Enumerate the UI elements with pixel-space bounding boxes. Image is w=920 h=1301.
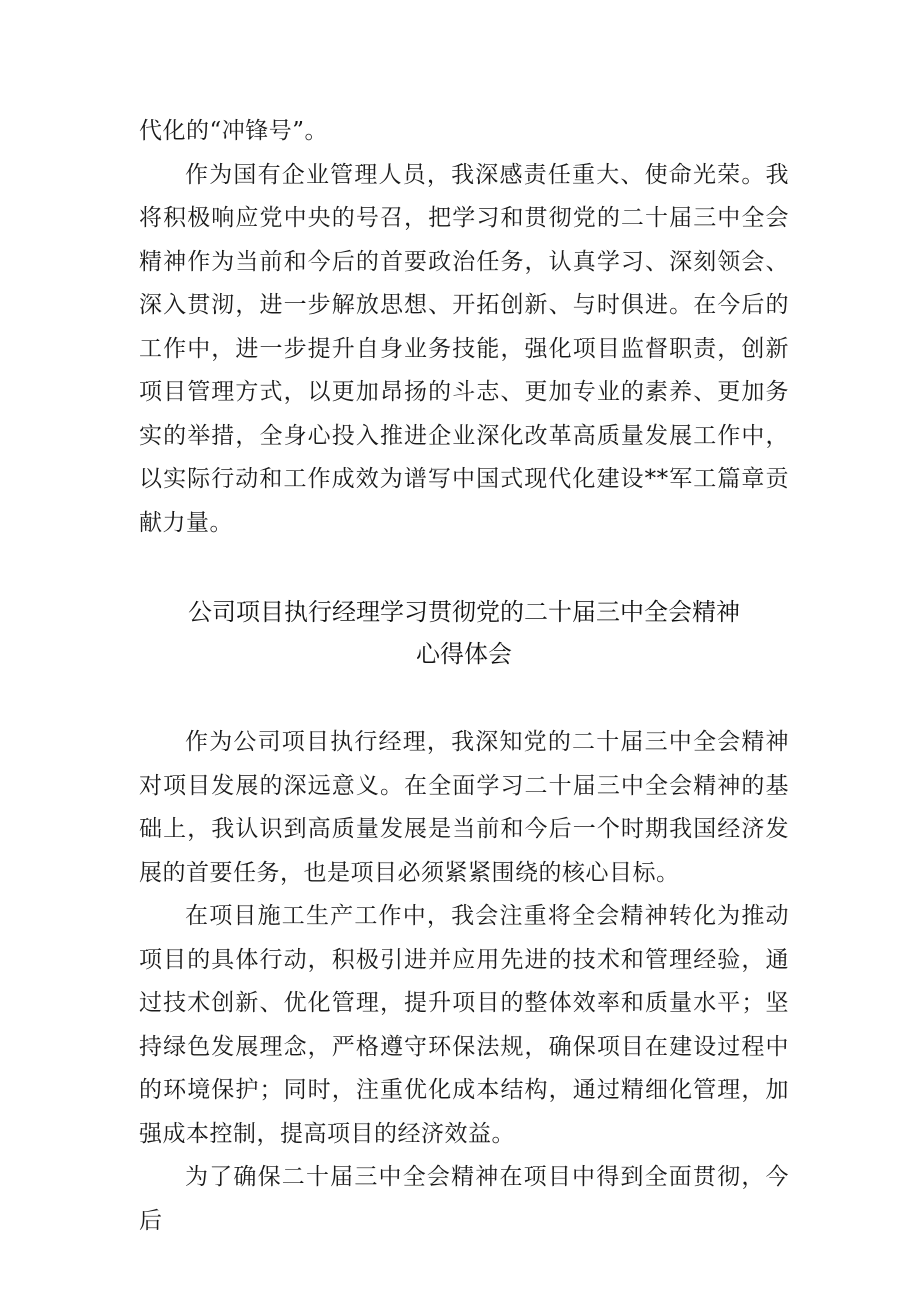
title-line-2: 心得体会 [416,640,512,668]
paragraph-construction: 在项目施工生产工作中，我会注重将全会精神转化为推动项目的具体行动，积极引进并应用先进的技术和管理经验，通过技术创新、优化管理，提升项目的整体效率和质量水平；坚持绿色发展理念，严格遵守环保法规，确保项目在建设过程中的环境保护；同时，注重优化成本结构，通过精细化管理，加强成本控制，提高项目的经济效益。 [139,903,789,1147]
document-page [139,110,789,1243]
paragraph-future: 为了确保二十届三中全会精神在项目中得到全面贯彻，今后 [139,1164,789,1234]
paragraph-manager-pledge: 作为国有企业管理人员，我深感责任重大、使命光荣。我将积极响应党中央的号召，把学习和贯彻党的二十届三中全会精神作为当前和今后的首要政治任务，认真学习、深刻领会、深入贯沏，进一步解放思想、开拓创新、与时俱进。在今后的工作中，进一步提升自身业务技能，强化项目监督职责，创新项目管理方式，以更加昂扬的斗志、更加专业的素养、更加务实的举措，全身心投入推进企业深化改革高质量发展工作中，以实际行动和工作成效为谱写中国式现代化建设**军工篇章贡献力量。 [139,161,789,536]
paragraph-continuation: 代化的“冲锋号”。 [139,118,329,144]
title-line-1: 公司项目执行经理学习贯彻党的二十届三中全会精神 [188,598,740,626]
paragraph-intro: 作为公司项目执行经理，我深知党的二十届三中全会精神对项目发展的深远意义。在全面学习二十届三中全会精神的基础上，我认识到高质量发展是当前和今后一个时期我国经济发展的首要任务，也是项目必须紧紧围绕的核心目标。 [139,729,789,886]
article-title [139,591,789,675]
